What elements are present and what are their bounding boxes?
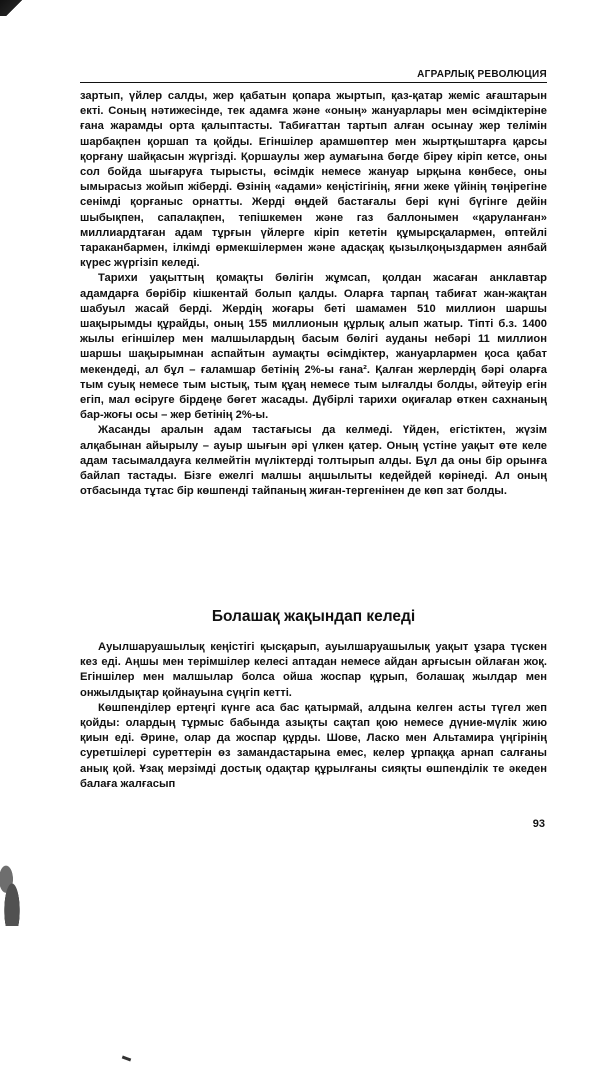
- header-rule: [80, 82, 547, 83]
- scan-corner-mark: [0, 0, 24, 16]
- running-header: АГРАРЛЫҚ РЕВОЛЮЦИЯ: [417, 69, 547, 80]
- paragraph: зартып, үйлер салды, жер қабатын қопара жыртып, қаз-қатар жеміс ағаштарын екті. Соның нәтижесінде, тек адамға және «оның» жануарлары мен өсімдіктеріне ғана жарамды орта қалыптасты. Табиғаттан тартып алған осынау жер телімін шарбақпен қоршап та қойды. Егіншілер арамшөптер мен жыртқыштарға қарсы қорғану шайқасын жүргізді. Қоршаулы жер аумағына бөгде біреу кіріп кетсе, оны сол бойда шығаруға тырысты, өсімдік немесе жануар ырқына көнбесе, оны ымырасыз жойып жіберді. Өзінің «адами» кеңістігінің, яғни жеке үйінің төңірегіне сенімді қорғаныс орнатты. Жерді өңдей бастағалы бері күні бүгінге дейін шыбықпен, сапалақпен, тепішкемен және газ баллонымен «қаруланған» миллиардтаған адам тұрғын үйлерге кіріп кететін құмырсқалармен, өптейлі тараканбармен, ілкімді өрмекшілермен және адасқақ қызылқоңыздармен аянбай күрес жүргізіп келеді.: [80, 90, 547, 270]
- body-text-top: [80, 89, 547, 499]
- scan-artifact-dash: [122, 1056, 131, 1062]
- section-heading: Болашақ жақындап келеді: [211, 608, 416, 625]
- body-text-bottom: [80, 640, 547, 792]
- paragraph: Көшпенділер ертеңгі күнге аса бас қатырмай, алдына келген асты түгел жеп қойды: олардың тұрмыс бабында азықты сақтап қою немесе дүние-мүлік жию қиын еді. Әрине, олар да жоспар құрды. Шове, Ласко мен Альтамира үңгірінің суретшілері суреттерін өз замандастарына емес, келер ұрпаққа арнап салғаны анық қой. Ұзақ мерзімді достық одақтар құрылғаны сияқты өшпенділік те әкеден балаға жалғасып: [80, 701, 547, 790]
- page-number: 93: [532, 818, 545, 830]
- scan-artifact-left: [0, 848, 30, 926]
- paragraph: Тарихи уақыттың қомақты бөлігін жұмсап, қолдан жасаған анклавтар адамдарға бөрібір кішкентай болып қалды. Оларға тарпаң табиғат жан-жақтан шабуыл жасай берді. Жердің жоғары беті шамамен 510 миллион шаршы шақырымды құрайды, оның 155 миллионын құрлық алып жатыр. Тіпті б.з. 1400 жылы егіншілер мен малшылардың басым бөлігі ауданы небәрі 11 миллион шаршы шақырымнан аспайтын аумақты өсімдіктер, жануарлармен қоса қабат мекендеді, ал бұл – ғаламшар бетінің 2%-ы ғана². Қалған жерлердің бәрі оларға тым суық немесе тым ыстық, тым құаң немесе тым ылғалды болды, әйтеуір егін егіп, мал өсіруге бірдеңе бөгет жасады. Дүбірлі тарихи оқиғалар өткен сахнаның бар-жоғы осы – жер бетінің 2%-ы.: [80, 272, 547, 422]
- paragraph: Ауылшаруашылық кеңістігі қысқарып, ауылшаруашылық уақыт ұзара түскен кез еді. Аңшы мен терімшілер келесі аптадан немесе айдан арғысын ойлаған жоқ. Егіншілер мен малшылар болса ойша жоспар құрып, болашақ жылдар мен онжылдықтар қойнауына сүңгіп кетті.: [80, 641, 547, 699]
- paragraph: Жасанды аралын адам тастағысы да келмеді. Үйден, егістіктен, жүзім алқабынан айырылу – ауыр шығын әрі үлкен қатер. Оның үстіне уақыт өте келе адам тасымалдауға келмейтін мүліктерді толтырып алды. Бұл да оны бір орынға байлап тастады. Бізге ежелгі малшы аңшылыты кедейдей көрінеді. Ал оның отбасында тұтас бір көшпенді тайпаның жиған-тергенінен де көп зат болды.: [80, 424, 547, 498]
